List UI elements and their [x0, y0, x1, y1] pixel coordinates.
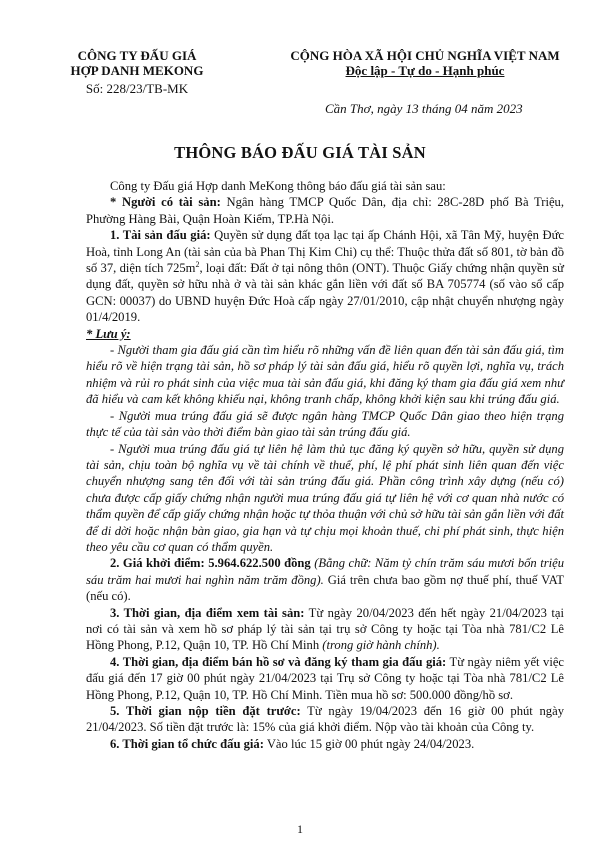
org-name-line2: HỢP DANH MEKONG	[70, 63, 204, 78]
notes-label: * Lưu ý:	[86, 326, 131, 341]
section-4-text: Từ ngày niêm yết việc đấu giá đến 17 giờ 00 phút ngày 21/04/2023 tại Trụ sở Công ty hoặc tại Tòa nhà 781/C2 Lê Hồng Phong, P.12, Quận 10, TP. Hồ Chí Minh. Tiền mua hồ sơ: 500.000 đồng/hồ sơ.	[86, 654, 564, 702]
owner-label: * Người có tài sản:	[110, 195, 221, 210]
section-1-asset	[86, 227, 564, 325]
section-3-hours: (trong giờ hành chính).	[319, 638, 440, 653]
section-2-label: 2. Giá khởi điểm: 5.964.622.500 đồng	[110, 556, 311, 571]
page-number: 1	[297, 822, 303, 836]
section-6-auction-time	[86, 736, 564, 752]
owner-paragraph	[86, 194, 564, 227]
section-6-text: Vào lúc 15 giờ 00 phút ngày 24/04/2023.	[263, 736, 475, 751]
owner-text: Ngân hàng TMCP Quốc Dân, địa chỉ: 28C-28D phố Bà Triệu, Phường Hàng Bài, Quận Hoàn Kiếm, TP.Hà Nội.	[86, 195, 564, 226]
section-5-label: 5. Thời gian nộp tiền đặt trước:	[110, 704, 301, 718]
document-title: THÔNG BÁO ĐẤU GIÁ TÀI SẢN	[174, 143, 426, 162]
section-2-starting-price	[86, 555, 564, 604]
section-3-viewing	[86, 605, 564, 654]
organization-header	[62, 48, 212, 96]
dateline: Cần Thơ, ngày 13 tháng 04 năm 2023	[325, 101, 523, 116]
org-name-line1: CÔNG TY ĐẤU GIÁ	[77, 48, 197, 63]
section-3-label: 3. Thời gian, địa điểm xem tài sản:	[110, 605, 305, 620]
section-2-in-words: (Bằng chữ: Năm tỷ chín trăm sáu mươi bốn triệu sáu trăm hai mươi hai nghìn năm trăm đồng).	[86, 556, 564, 587]
document-number: Số: 228/23/TB-MK	[85, 81, 189, 96]
section-6-label: 6. Thời gian tổ chức đấu giá:	[110, 736, 264, 751]
section-5-text: Từ ngày 19/04/2023 đến 16 giờ 00 phút ngày 21/04/2023. Số tiền đặt trước là: 15% của giá khởi điểm. Nộp vào tài khoản của Công ty.	[86, 704, 564, 735]
area-superscript: 2	[195, 259, 200, 269]
section-1-label: 1. Tài sản đấu giá:	[110, 228, 211, 243]
note-1: - Người tham gia đấu giá cần tìm hiểu rõ những vấn đề liên quan đến tài sản đấu giá, tìm hiểu rõ về hiện trạng tài sản, hồ sơ pháp lý tài sản đấu giá, hiểu rõ quyền lợi, nghĩa vụ, trách nhiệm và rủi ro phát sinh của việc mua tài sản đấu giá, khi đăng ký tham gia đấu giá xem như đã hiểu và cam kết không khiếu nại, không tranh chấp, không khởi kiện sau khi trúng đấu giá.	[86, 343, 564, 407]
section-1-text-b: , loại đất: Đất ở tại nông thôn (ONT). Thuộc Giấy chứng nhận quyền sử dụng đất, quyền sở hữu nhà ở và tài sản khác gắn liền với đất số BA 705774 (số vào sổ cấp GCN: 00037) do UBND huyện Đức Hoà cấp ngày 27/01/2010, cập nhật chuyển nhượng ngày 01/4/2019.	[86, 261, 564, 325]
section-1-text-a: Quyền sử dụng đất tọa lạc tại ấp Chánh Hội, xã Tân Mỹ, huyện Đức Hoà, tỉnh Long An (tài sản của bà Phan Thị Kim Chi) cụ thể: Thuộc thửa đất số 801, tờ bản đồ số 37, diện tích 725m	[86, 228, 564, 276]
notes-heading	[86, 326, 564, 342]
section-5-deposit	[86, 703, 564, 736]
national-header	[282, 48, 568, 78]
nation-name: CỘNG HÒA XÃ HỘI CHỦ NGHĨA VIỆT NAM	[290, 48, 560, 63]
section-4-label: 4. Thời gian, địa điểm bán hồ sơ và đăng ký tham gia đấu giá:	[110, 654, 447, 669]
section-4-registration	[86, 654, 564, 703]
note-2: - Người mua trúng đấu giá sẽ được ngân hàng TMCP Quốc Dân giao theo hiện trạng thực tế của tài sản vào thời điểm bàn giao tài sản trúng đấu giá.	[86, 408, 564, 440]
section-2-text: Giá trên chưa bao gồm nợ thuế phí, thuế VAT (nếu có).	[86, 572, 564, 604]
note-3: - Người mua trúng đấu giá tự liên hệ làm thủ tục đăng ký quyền sở hữu, quyền sử dụng tài sản, chịu toàn bộ nghĩa vụ về tài chính về thuế, phí, lệ phí phát sinh liên quan đến việc chuyển nhượng sang tên đối với tài sản trúng đấu giá. Phần công trình xây dựng (nếu có) chưa được cấp giấy chứng nhận người mua trúng đấu giá tự liên hệ với cơ quan nhà nước có thẩm quyền để cấp giấy chứng nhận hoặc tự thỏa thuận với chủ sở hữu tài sản gắn liền với đất để di dời hoặc nhận bàn giao, gia hạn và tự chịu mọi khoản thuế, chi phí phát sinh, thực hiện theo yêu cầu cơ quan có thẩm quyền.	[86, 441, 564, 554]
national-motto: Độc lập - Tự do - Hạnh phúc	[345, 63, 505, 78]
section-3-text: Từ ngày 20/04/2023 đến hết ngày 21/04/2023 tại nơi có tài sản và xem hồ sơ pháp lý tài sản tại trụ sở Công ty hoặc tại Tòa nhà 781/C2 Lê Hồng Phong, P.12, Quận 10, TP. Hồ Chí Minh	[86, 605, 564, 653]
document-body	[86, 178, 564, 752]
intro-paragraph: Công ty Đấu giá Hợp danh MeKong thông báo đấu giá tài sản sau:	[110, 179, 446, 193]
